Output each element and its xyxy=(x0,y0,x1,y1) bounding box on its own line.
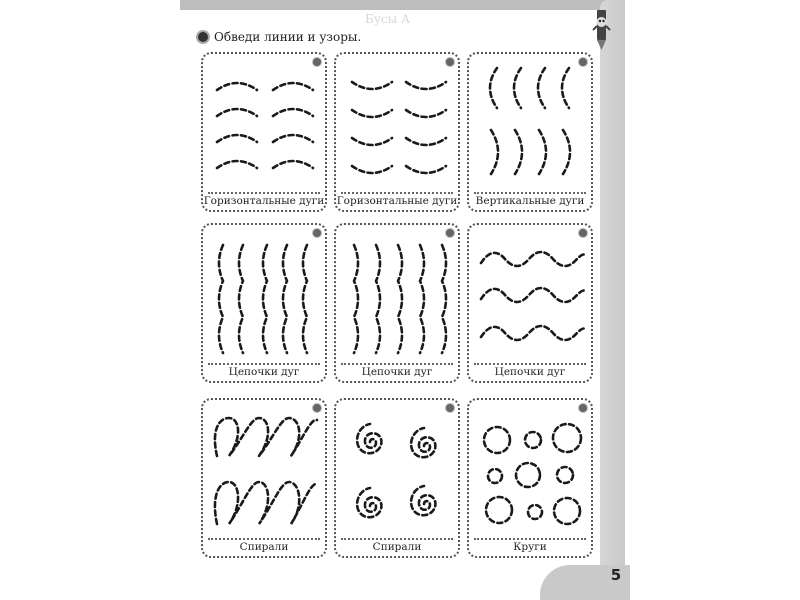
card-horizontal-arcs-2 xyxy=(334,52,460,212)
label-separator xyxy=(474,538,586,540)
arc-chains-pattern xyxy=(340,233,456,357)
card-label: Круги xyxy=(513,541,547,553)
label-separator xyxy=(474,363,586,365)
faint-header-text: Бусы А xyxy=(365,12,411,26)
card-label: Спирали xyxy=(372,541,422,553)
card-arc-chains-1 xyxy=(201,223,327,383)
card-spirals-1 xyxy=(201,398,327,558)
loop-spirals-pattern xyxy=(207,408,323,532)
arc-chains-pattern xyxy=(207,233,323,357)
card-arc-chains-2 xyxy=(334,223,460,383)
card-label: Цепочки дуг xyxy=(361,366,433,378)
instruction xyxy=(198,30,361,44)
top-decorative-bar xyxy=(180,0,625,10)
label-separator xyxy=(341,538,453,540)
page-right-edge xyxy=(600,0,625,600)
label-separator xyxy=(474,192,586,194)
card-label: Спирали xyxy=(239,541,289,553)
label-separator xyxy=(341,363,453,365)
spirals-pattern xyxy=(340,408,456,532)
horizontal-arcs-pattern xyxy=(340,62,456,186)
circles-pattern xyxy=(473,408,589,532)
label-separator xyxy=(208,363,320,365)
vertical-arcs-pattern xyxy=(473,62,589,186)
horizontal-arcs-pattern xyxy=(207,62,323,186)
card-circles xyxy=(467,398,593,558)
card-spirals-2 xyxy=(334,398,460,558)
card-label: Цепочки дуг xyxy=(494,366,566,378)
label-separator xyxy=(208,192,320,194)
page-number: 5 xyxy=(610,566,622,584)
card-horizontal-arcs-1 xyxy=(201,52,327,212)
card-label: Вертикальные дуги xyxy=(475,195,585,207)
bullet-icon xyxy=(198,32,208,42)
label-separator xyxy=(341,192,453,194)
wave-pattern xyxy=(473,233,589,357)
card-label: Цепочки дуг xyxy=(228,366,300,378)
card-arc-chains-3 xyxy=(467,223,593,383)
card-vertical-arcs xyxy=(467,52,593,212)
label-separator xyxy=(208,538,320,540)
card-label: Горизонтальные дуги xyxy=(336,195,458,207)
card-label: Горизонтальные дуги xyxy=(203,195,325,207)
pencil-character-icon xyxy=(589,8,615,52)
instruction-text: Обведи линии и узоры. xyxy=(214,30,362,44)
